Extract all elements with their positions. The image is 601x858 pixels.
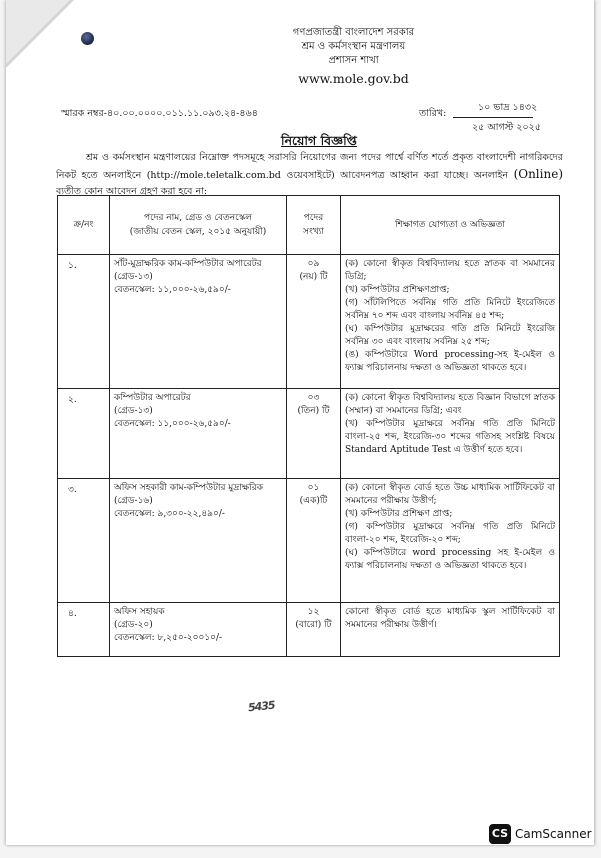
camscanner-logo-icon: CS [489, 824, 511, 844]
post-pay: বেতনস্কেল: ৯,৩০০-২২,৪৯০/- [114, 509, 225, 519]
qual-item: (ঙ) কম্পিউটারে Word processing-সহ ই-মেইল ও ফ্যাক্স পরিচালনায় দক্ষতা ও অভিজ্ঞতা থাকতে হবে। [345, 350, 555, 373]
date-english: ২৫ আগস্ট ২০২৫ [472, 122, 542, 133]
post-pay: বেতনস্কেল: ১১,০০০-২৬,৫৯০/- [114, 419, 231, 429]
row-serial: ৪. [58, 603, 110, 657]
qual-item: (ক) কোনো স্বীকৃত বিশ্ববিদ্যালয় হতে বিজ্ঞান বিভাগে স্নাতক (সম্মান) বা সমমানের ডিগ্রি; এবং [345, 393, 555, 416]
row-qualification [341, 389, 560, 479]
count-word: (এক)টি [299, 496, 328, 506]
intro-online: (Online) [513, 167, 563, 181]
qual-item: (ক) কোনো স্বীকৃত বোর্ড হতে উচ্চ মাধ্যমিক সার্টিফিকেট বা সমমানের পরীক্ষায় উত্তীর্ণ; [345, 483, 555, 506]
date-label: তারিখ: [419, 108, 447, 119]
date-divider [453, 117, 533, 118]
table-header-row [58, 196, 560, 255]
row-count [287, 479, 341, 603]
header-count-line1: পদের [303, 213, 324, 223]
header-count-line2: সংখ্যা [303, 227, 324, 237]
camscanner-watermark [489, 824, 592, 844]
intro-text-1: শ্রম ও কর্মসংস্থান মন্ত্রণালয়ের নিম্নোক্ত পদসমূহে সরাসরি নিয়োগের জন্য পদের পার্শ্বে বর্ণিত শর্তে প্রকৃত বাংলাদেশী নাগরিকদের নিকট হতে অনলাইনে (http://mole.teletalk.com.bd ওয়েবসাইটে) আবেদনপত্র আহ্বান করা যাচ্ছে। অনলাইন [56, 152, 563, 181]
signature: 5435 [247, 698, 276, 715]
header-ministry: শ্রম ও কর্মসংস্থান মন্ত্রণালয় [301, 41, 406, 52]
header-section: প্রশাসন শাখা [328, 55, 379, 66]
qual-item: (ঘ) কম্পিউটার মুদ্রাক্ষরের গতি প্রতি মিনিটে ইংরেজি সর্বনিম্ন ৩০ এবং বাংলায় সর্বনিম্ন ২৫ শব্দ; [345, 324, 555, 347]
memo-number: স্মারক নম্বর-৪০.০০.০০০০.০১১.১১.০৯৩.২৪-৪৬৪ [61, 108, 258, 119]
intro-text-2: ব্যতীত কোন আবেদন গ্রহণ করা হবে না: [56, 186, 208, 197]
table-row [58, 255, 560, 389]
header-post-line1: পদের নাম, গ্রেড ও বেতনস্কেল [144, 213, 252, 223]
header-government: গণপ্রজাতন্ত্রী বাংলাদেশ সরকার [292, 27, 415, 38]
row-post [110, 603, 287, 657]
table-row [58, 479, 560, 603]
header-serial: ক্র/নং [58, 196, 110, 255]
table-row [58, 389, 560, 479]
row-post [110, 479, 287, 603]
date-bangla: ১০ ভাদ্র ১৪৩২ [478, 102, 538, 113]
post-pay: বেতনস্কেল: ১১,০০০-২৬,৫৯০/- [114, 285, 231, 295]
count-word: (তিন) টি [297, 406, 330, 416]
row-count [287, 389, 341, 479]
row-post [110, 255, 287, 389]
post-name: অফিস সহায়ক [114, 607, 165, 617]
post-name: অফিস সহকারী কাম-কম্পিউটার মুদ্রাক্ষরিক [114, 483, 263, 493]
count-number: ০১ [307, 483, 320, 493]
table-row [58, 603, 560, 657]
post-name: কম্পিউটার অপারেটর [114, 393, 191, 403]
row-qualification [341, 255, 560, 389]
header-post-line2: (জাতীয় বেতন স্কেল, ২০১৫ অনুযায়ী) [129, 227, 267, 237]
count-number: ০৯ [307, 259, 320, 269]
header-post [110, 196, 287, 255]
count-word: (বারো) টি [295, 620, 332, 630]
header-website: www.mole.gov.bd [298, 71, 409, 86]
row-qualification [341, 603, 560, 657]
page-title: নিয়োগ বিজ্ঞপ্তি [281, 133, 357, 148]
intro-paragraph [56, 150, 563, 200]
camscanner-text: CamScanner [515, 827, 592, 841]
qual-item: (ক) কোনো স্বীকৃত বিশ্ববিদ্যালয় হতে স্নাতক বা সমমানের ডিগ্রি; [345, 259, 555, 282]
qual-item: (খ) কম্পিউটার প্রশিক্ষণপ্রাপ্ত; [345, 285, 450, 295]
qual-item: (গ) সাঁটলিপিতে সর্বনিম্ন গতি প্রতি মিনিটে ইংরেজিতে সর্বনিম্ন ৭০ শব্দ এবং বাংলায় সর্বনিম্ন ৪৫ শব্দ; [345, 298, 555, 321]
row-post [110, 389, 287, 479]
qual-item: (খ) কম্পিউটার প্রশিক্ষণ প্রাপ্ত; [345, 509, 453, 519]
post-name: সাঁট-মুদ্রাক্ষরিক কাম-কম্পিউটার অপারেটর [114, 259, 262, 269]
row-count [287, 603, 341, 657]
count-word: (নয়) টি [299, 272, 328, 282]
row-serial: ৩. [58, 479, 110, 603]
qual-item: (গ) কম্পিউটার মুদ্রাক্ষরে সর্বনিম্ন গতি প্রতি মিনিটে বাংলা-২০ শব্দ, ইংরেজি-২০ শব্দ; [345, 522, 555, 545]
row-serial: ১. [58, 255, 110, 389]
qual-item: (ঘ) কম্পিউটারে word processing সহ ই-মেইল ও ফ্যাক্স পরিচালনায় দক্ষতা ও অভিজ্ঞতা থাকতে হবে। [345, 548, 555, 571]
posts-table [57, 195, 560, 657]
post-grade: (গ্রেড-১৬) [114, 496, 153, 506]
row-serial: ২. [58, 389, 110, 479]
row-qualification [341, 479, 560, 603]
row-count [287, 255, 341, 389]
count-number: ০৩ [307, 393, 320, 403]
post-pay: বেতনস্কেল: ৮,২৫০-২০০১০/- [114, 633, 223, 643]
qual-item: (খ) কম্পিউটার মুদ্রাক্ষরে সর্বনিম্ন গতি প্রতি মিনিটে বাংলা-২৫ শব্দ, ইংরেজি-৩০ শব্দের গতিসহ সংশ্লিষ্ট বিষয়ে Standard Aptitude Test এ উত্তীর্ণ হতে হবে। [345, 419, 555, 455]
count-number: ১২ [307, 607, 320, 617]
qual-item: কোনো স্বীকৃত বোর্ড হতে মাধ্যমিক স্কুল সার্টিফিকেট বা সমমানের পরীক্ষায় উত্তীর্ণ। [345, 607, 555, 630]
post-grade: (গ্রেড-১৩) [114, 272, 153, 282]
header-qualification: শিক্ষাগত যোগ্যতা ও অভিজ্ঞতা [341, 196, 560, 255]
post-grade: (গ্রেড-২০) [114, 620, 153, 630]
post-grade: (গ্রেড-১৩) [114, 406, 153, 416]
header-count [287, 196, 341, 255]
